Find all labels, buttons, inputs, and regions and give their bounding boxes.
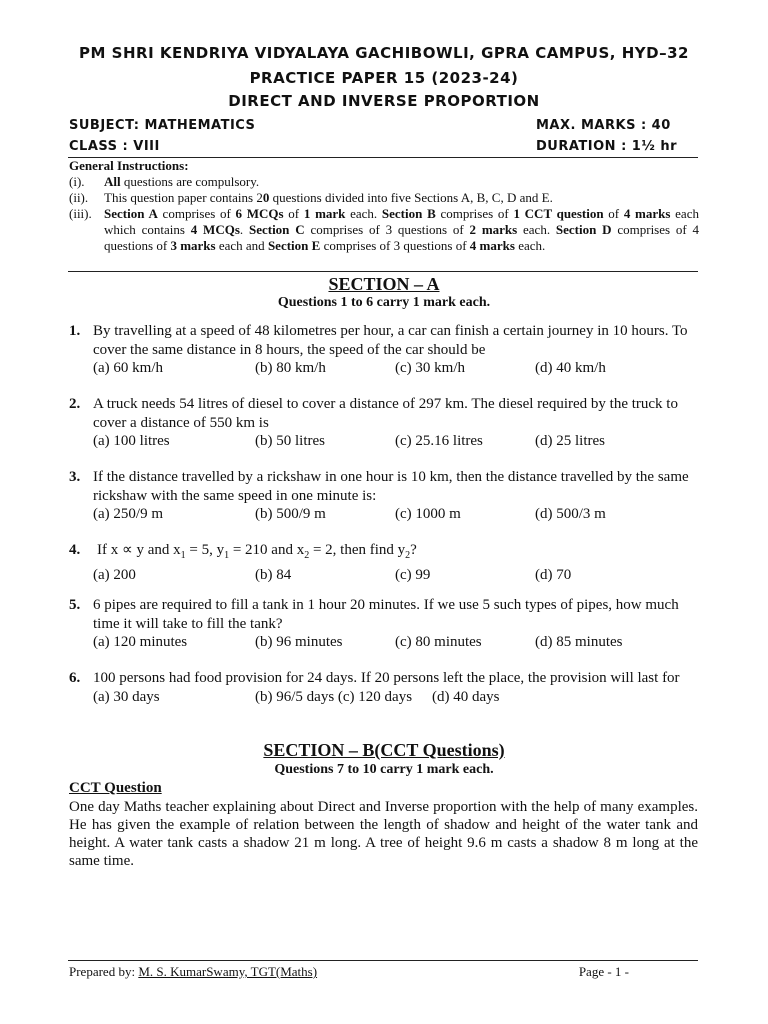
question-number: 5. (69, 597, 81, 613)
instructions-divider (68, 271, 698, 272)
instruction-number: (iii). (69, 206, 92, 221)
option-a: (a) 100 litres (93, 433, 170, 449)
cct-passage: One day Maths teacher explaining about Direct and Inverse proportion with the help of many examples. He has given the example of relation between the length of shadow and height of the water tank and height. A water tank casts a shadow 21 m long. A tree of height 9.6 m casts a shadow 8 m long at the same time. (69, 799, 698, 869)
section-b-subtitle: Questions 7 to 10 carry 1 mark each. (274, 762, 494, 777)
instruction-text: comprises of 3 questions of (304, 222, 470, 237)
class-label: CLASS : VIII (69, 139, 160, 154)
max-marks-label: MAX. MARKS : 40 (536, 118, 671, 133)
instruction-bold: 4 MCQs (190, 222, 240, 237)
instruction-text: of (283, 206, 304, 221)
question-number: 3. (69, 469, 81, 485)
instruction-bold: 0 (262, 190, 270, 205)
instruction-text: each and (215, 238, 268, 253)
option-c: (c) 25.16 litres (395, 433, 483, 449)
instruction-bold: Section A (104, 206, 158, 221)
options-row (93, 566, 699, 585)
instruction-item (69, 174, 699, 190)
duration-label: DURATION : 1½ hr (536, 139, 677, 154)
option-a: (a) 200 (93, 566, 136, 583)
instruction-bold: 4 marks (469, 238, 515, 253)
instruction-bold: Section E (267, 238, 321, 253)
option-b: (b) 96/5 days (c) 120 days (255, 688, 413, 705)
question-4 (69, 541, 699, 585)
page-footer (69, 964, 699, 980)
question-text: A truck needs 54 litres of diesel to cover a distance of 297 km. The diesel required by the truck to cover a distance of 550 km is (93, 396, 678, 431)
options-row (93, 505, 699, 524)
instruction-item (69, 206, 699, 254)
instruction-bold: 4 marks (623, 206, 671, 221)
instruction-bold: 2 marks (469, 222, 518, 237)
instruction-text: comprises of (435, 206, 514, 221)
question-number: 4. (69, 542, 81, 558)
section-b-title: SECTION – B(CCT Questions) (263, 740, 505, 760)
question-text: If the distance travelled by a rickshaw in one hour is 10 km, then the distance travelled by the same rickshaw with the same speed in one minute is: (93, 469, 689, 504)
instruction-bold: All (104, 174, 121, 189)
question-6 (69, 669, 699, 707)
option-a: (a) 60 km/h (93, 360, 163, 376)
instruction-text: each. (517, 222, 556, 237)
instruction-bold: Section C (248, 222, 305, 237)
option-a: (a) 250/9 m (93, 506, 163, 522)
instruction-text: comprises of (157, 206, 236, 221)
option-d: (d) 40 days (432, 688, 500, 705)
instruction-text: each. (514, 238, 546, 253)
option-b: (b) 80 km/h (255, 360, 326, 376)
option-d: (d) 500/3 m (535, 506, 606, 522)
option-c: (c) 80 minutes (395, 634, 482, 650)
instruction-number: (ii). (69, 190, 89, 205)
instruction-bold: Section D (555, 222, 612, 237)
instruction-bold: 6 MCQs (235, 206, 284, 221)
instruction-text: . (239, 222, 249, 237)
question-text: 100 persons had food provision for 24 days. If 20 persons left the place, the provision will last for (93, 670, 680, 686)
instruction-bold: 3 marks (170, 238, 216, 253)
instruction-text: of (603, 206, 624, 221)
question-number: 1. (69, 323, 81, 339)
option-d: (d) 25 litres (535, 433, 605, 449)
question-text: 6 pipes are required to fill a tank in 1 hour 20 minutes. If we use 5 such types of pipes, how much time it will take to fill the tank? (93, 597, 679, 632)
section-a-subtitle: Questions 1 to 6 carry 1 mark each. (277, 295, 491, 310)
instruction-bold: 1 mark (303, 206, 346, 221)
instruction-text: comprises of 3 questions of (320, 238, 470, 253)
cct-heading: CCT Question (69, 780, 162, 796)
option-d: (d) 40 km/h (535, 360, 606, 376)
section-a-title: SECTION – A (328, 274, 440, 294)
options-row (93, 432, 699, 451)
instruction-number: (i). (69, 174, 85, 189)
prepared-label: Prepared by: (69, 964, 139, 979)
instruction-text: each which contains (104, 206, 699, 237)
option-a: (a) 30 days (93, 688, 160, 705)
question-5 (69, 596, 699, 652)
instructions-title: General Instructions: (69, 158, 189, 173)
instruction-bold: Section B (381, 206, 436, 221)
general-instructions (69, 158, 699, 254)
topic-title: DIRECT AND INVERSE PROPORTION (228, 92, 540, 110)
option-d: (d) 70 (535, 566, 572, 583)
option-b: (b) 500/9 m (255, 506, 326, 522)
option-b: (b) 84 (255, 566, 292, 583)
option-c: (c) 1000 m (395, 506, 461, 522)
instruction-item (69, 190, 699, 206)
question-text: By travelling at a speed of 48 kilometres per hour, a car can finish a certain journey in 10 hours. To cover the same distance in 8 hours, the speed of the car should be (93, 323, 688, 358)
option-b: (b) 50 litres (255, 433, 325, 449)
instruction-text: This question paper contains 2 (104, 190, 263, 205)
options-row (93, 688, 699, 707)
prepared-by: M. S. KumarSwamy, TGT(Maths) (138, 964, 318, 979)
instruction-bold: 1 CCT question (513, 206, 604, 221)
school-name: PM SHRI KENDRIYA VIDYALAYA GACHIBOWLI, GPRA CAMPUS, HYD–32 (79, 44, 689, 62)
instruction-text: each. (345, 206, 382, 221)
question-number: 6. (69, 670, 81, 686)
question-3 (69, 468, 699, 524)
option-b: (b) 96 minutes (255, 634, 343, 650)
option-a: (a) 120 minutes (93, 634, 188, 650)
option-c: (c) 99 (395, 566, 431, 583)
instruction-text: questions divided into five Sections A, B, C, D and E. (269, 190, 553, 205)
page-number: Page - 1 - (578, 964, 629, 979)
instruction-text: questions are compulsory. (120, 174, 260, 189)
question-2 (69, 395, 699, 451)
option-c: (c) 30 km/h (395, 360, 465, 376)
question-1 (69, 322, 699, 378)
instruction-text: comprises of 4 questions of (104, 222, 700, 253)
footer-divider (68, 960, 698, 961)
subject-label: SUBJECT: MATHEMATICS (69, 118, 256, 133)
paper-title: PRACTICE PAPER 15 (2023-24) (249, 69, 519, 87)
question-number: 2. (69, 396, 81, 412)
options-row (93, 359, 699, 378)
option-d: (d) 85 minutes (535, 634, 623, 650)
options-row (93, 633, 699, 652)
question-text: If x ∝ y and $x_1 = 5$, $y_1 = 210$ and $x_2 = 2$, then find $y_2$? (97, 542, 417, 561)
